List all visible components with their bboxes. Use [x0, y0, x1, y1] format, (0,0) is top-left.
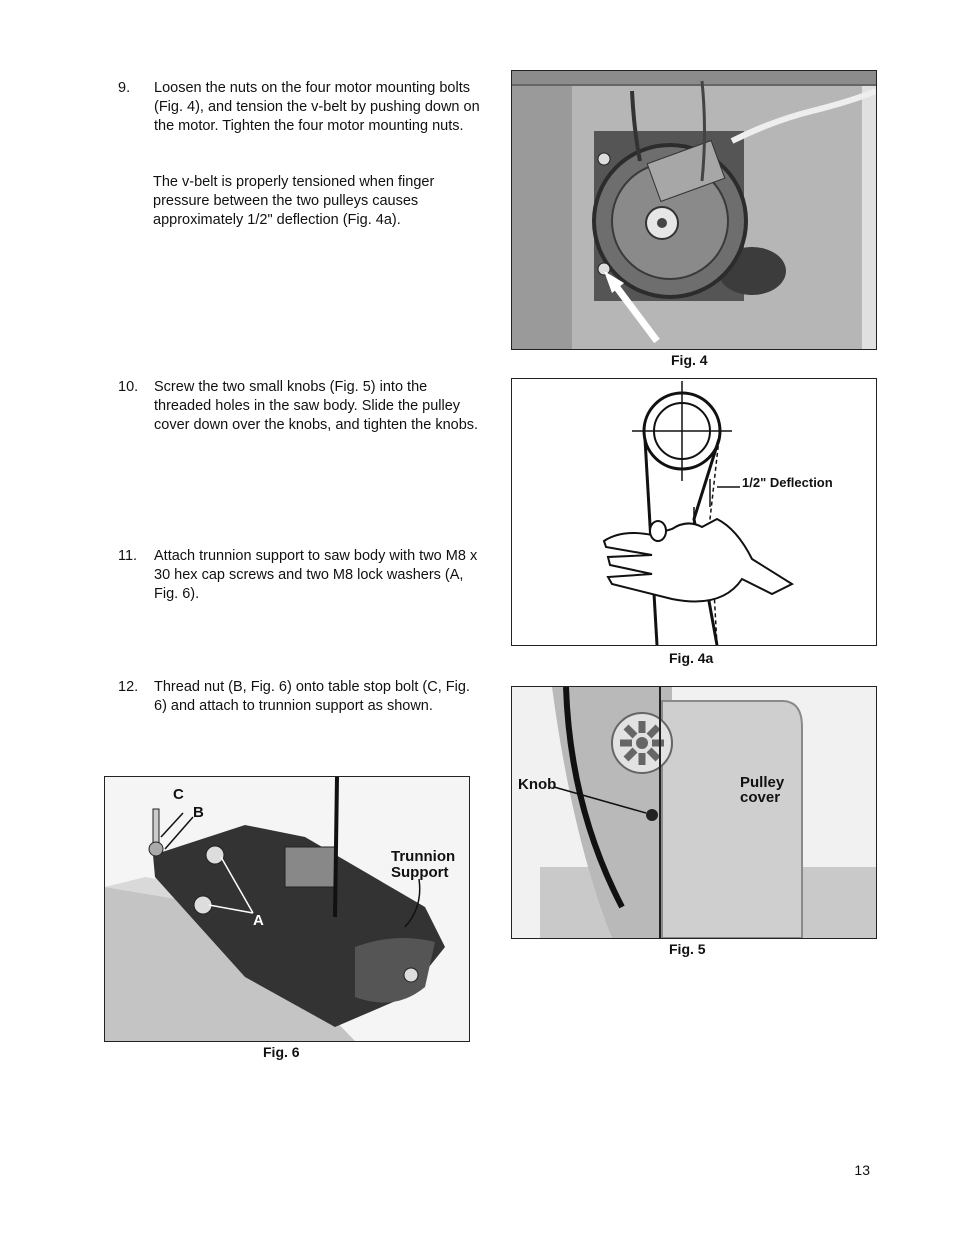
pulley-cover-label-line1: Pulley — [740, 774, 785, 791]
step-10 — [118, 378, 483, 435]
step-text: Attach trunnion support to saw body with two M8 x 30 hex cap screws and two M8 lock washers (A, Fig. 6). — [154, 548, 478, 602]
label-c: C — [173, 786, 184, 803]
step-11 — [118, 547, 483, 604]
pulley-cover-illustration — [512, 687, 876, 938]
figure-4-motor-photo — [511, 70, 877, 350]
step-9 — [118, 79, 483, 136]
belt-deflection-illustration — [512, 379, 876, 645]
fig-5-caption: Fig. 5 — [669, 941, 706, 957]
trunnion-support-illustration — [105, 777, 469, 1041]
page-number: 13 — [854, 1162, 870, 1178]
step-text: Loosen the nuts on the four motor mounting bolts (Fig. 4), and tension the v-belt by pushing down on the motor. Tighten the four motor mounting nuts. — [154, 80, 480, 134]
pulley-cover-label-line2: cover — [740, 789, 781, 806]
figure-5-pulley-cover-photo — [511, 686, 877, 939]
step-number: 11. — [118, 548, 138, 564]
label-b: B — [193, 804, 204, 821]
fig-4a-caption: Fig. 4a — [669, 650, 714, 666]
figure-6-trunnion-photo — [104, 776, 470, 1042]
deflection-label: 1/2" Deflection — [742, 475, 833, 490]
step-number: 10. — [118, 379, 139, 395]
label-a: A — [253, 912, 264, 929]
step-text: Screw the two small knobs (Fig. 5) into the threaded holes in the saw body. Slide the pulley cover down over the knobs, and tighten the knobs. — [154, 379, 479, 433]
step-number: 12. — [118, 679, 139, 695]
step-text: Thread nut (B, Fig. 6) onto table stop bolt (C, Fig. 6) and attach to trunnion support as shown. — [154, 679, 470, 714]
figure-4a-deflection-diagram — [511, 378, 877, 646]
trunnion-label-line2: Support — [391, 864, 449, 881]
trunnion-label-line1: Trunnion — [391, 848, 456, 865]
fig-4-caption: Fig. 4 — [671, 352, 708, 368]
knob-label: Knob — [518, 776, 557, 793]
step-12 — [118, 678, 483, 716]
tension-note: The v-belt is properly tensioned when finger pressure between the two pulleys causes approximately 1/2" deflection (Fig. 4a). — [153, 174, 435, 228]
step-number: 9. — [118, 80, 131, 96]
fig-6-caption: Fig. 6 — [263, 1044, 300, 1060]
motor-pulley-illustration — [512, 71, 876, 349]
